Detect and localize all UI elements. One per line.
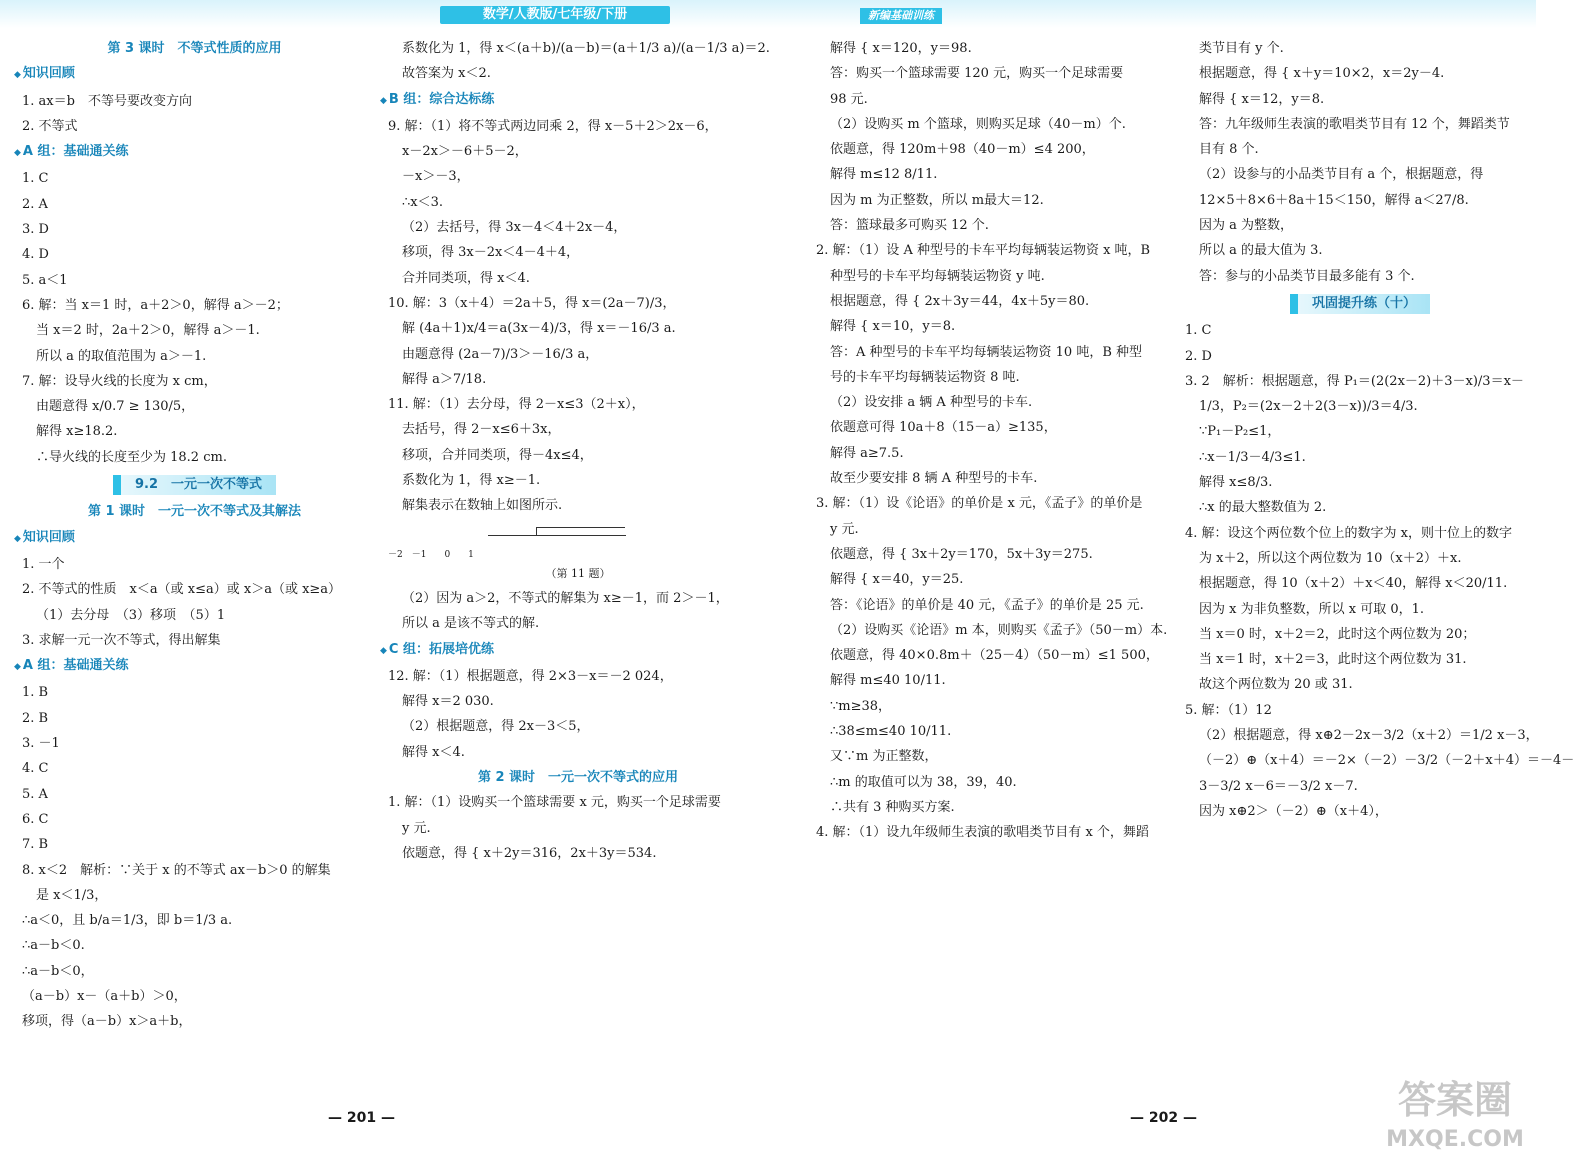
- answer-item: 1. ax＝b 不等号要改变方向: [22, 93, 192, 109]
- answer-line: x－2x＞－6＋5－2，: [402, 144, 528, 160]
- answer-line: 解得 x≥18.2.: [36, 424, 118, 440]
- answer-line: 根据题意，得 10（x＋2）＋x＜40，解得 x＜20/11.: [1199, 576, 1508, 592]
- answer-item: （a－b）x－（a＋b）＞0，: [22, 988, 187, 1004]
- answer-item: 3. 求解一元一次不等式，得出解集: [22, 632, 221, 648]
- answer-item: 1. C: [22, 171, 49, 187]
- answer-line: 解得 { x＝10，y＝8.: [830, 319, 956, 335]
- lesson-heading: 第 1 课时 一元一次不等式及其解法: [87, 504, 302, 520]
- answer-line: 去括号，得 2－x≤6＋3x，: [402, 422, 561, 438]
- answer-line: 当 x＝2 时，2a＋2＞0，解得 a＞－1.: [36, 323, 260, 339]
- chapter-banner: [1185, 289, 1535, 318]
- watermark-logo: [1380, 1080, 1530, 1160]
- answer-item: 2. 不等式的性质 x＜a（或 x≤a）或 x＞a（或 x≥a）: [22, 582, 342, 598]
- answer-item: 7. B: [22, 837, 49, 853]
- answer-line: 因为 x⊕2＞（－2）⊕（x＋4），: [1199, 803, 1388, 819]
- answer-line: 系数化为 1，得 x＜(a＋b)/(a－b)＝(a＋1/3 a)/(a－1/3 a)＝2.: [402, 41, 770, 56]
- answer-line: 解得 { x＝120，y＝98.: [830, 41, 972, 56]
- answer-item: 2. 不等式: [22, 118, 78, 134]
- answer-line: ∵m≥38，: [830, 698, 892, 714]
- answer-item: 8. x＜2 解析：∵关于 x 的不等式 ax－b＞0 的解集: [22, 862, 331, 878]
- answer-line: ∴导火线的长度至少为 18.2 cm.: [36, 449, 227, 465]
- answer-line: 号的卡车平均每辆装运物资 8 吨.: [830, 369, 1020, 385]
- answer-line: （1）去分母 （3）移项 （5）1: [36, 607, 226, 623]
- answer-line: ∴38≤m≤40 10/11.: [830, 724, 952, 740]
- answer-line: 因为 m 为正整数，所以 m最大＝12.: [830, 192, 1044, 208]
- answer-item: 1. 解：（1）设购买一个篮球需要 x 元，购买一个足球需要: [388, 795, 721, 811]
- answer-line: 解得 a≥7.5.: [830, 445, 904, 461]
- column-3: [816, 36, 1176, 846]
- answer-line: －x＞－3，: [402, 169, 470, 185]
- answer-line: 系数化为 1，得 x≥－1.: [402, 473, 541, 489]
- answer-line: （2）设安排 a 辆 A 种型号的卡车.: [830, 395, 1033, 411]
- answer-item: 4. C: [22, 761, 49, 777]
- answer-item: ∴a＜0，且 b/a＝1/3，即 b＝1/3 a.: [22, 913, 233, 929]
- number-line-diagram: [488, 525, 628, 549]
- answer-line: 解得 a＞7/18.: [402, 371, 487, 387]
- answer-line: 故至少要安排 8 辆 A 种型号的卡车.: [830, 471, 1038, 487]
- section-heading: ◆ 知识回顾: [14, 61, 367, 88]
- answer-item: 5. A: [22, 786, 48, 802]
- answer-line: 故这个两位数为 20 或 31.: [1199, 677, 1353, 693]
- answer-item: 4. 解：（1）设九年级师生表演的歌唱类节目有 x 个，舞蹈: [816, 825, 1149, 841]
- answer-line: （2）设参与的小品类节目有 a 个，根据题意，得: [1199, 167, 1484, 183]
- lesson-heading: 第 2 课时 一元一次不等式的应用: [477, 770, 679, 786]
- answer-item: 7. 解：设导火线的长度为 x cm，: [22, 373, 217, 389]
- answer-line: 合并同类项，得 x＜4.: [402, 270, 530, 286]
- answer-line: 种型号的卡车平均每辆装运物资 y 吨.: [830, 268, 1045, 284]
- section-heading: ◆ C 组：拓展培优练: [380, 637, 768, 664]
- answer-line: ∴x 的最大整数值为 2.: [1199, 500, 1327, 516]
- header-book-title: 数学/人教版/七年级/下册: [440, 6, 670, 24]
- page-header: [0, 0, 1536, 28]
- section-heading: ◆ A 组：基础通关练: [14, 139, 367, 166]
- answer-item: 2. 解：（1）设 A 种型号的卡车平均每辆装运物资 x 吨，B: [816, 243, 1151, 259]
- watermark-line-2: MXQE.COM: [1386, 1127, 1524, 1152]
- answer-line: 依题意可得 10a＋8（15－a）≥135，: [830, 420, 1057, 436]
- answer-item: 3. D: [22, 222, 49, 238]
- answer-item: 2. D: [1185, 348, 1212, 364]
- answer-line: 解得 m≤12 8/11.: [830, 167, 938, 183]
- answer-line: ∵P₁－P₂≤1，: [1199, 424, 1281, 440]
- answer-item: ∴a－b＜0.: [22, 938, 85, 954]
- answer-item: 2. A: [22, 196, 48, 212]
- answer-line: 是 x＜1/3，: [36, 887, 108, 903]
- number-line-labels: －2 －1 0 1: [388, 549, 474, 560]
- answer-line: 解得 x＝2 030.: [402, 694, 494, 710]
- answer-item: 11. 解：（1）去分母，得 2－x≤3（2＋x），: [388, 397, 645, 413]
- answer-item: 3. 2 解析：根据题意，得 P₁＝(2(2x－2)＋3－x)/3＝x－: [1185, 373, 1524, 389]
- answer-line: 解 (4a＋1)x/4＝a(3x－4)/3，得 x＝－16/3 a.: [402, 321, 676, 337]
- answer-line: ∴m 的取值可以为 38，39，40.: [830, 774, 1017, 790]
- answer-line: 答：九年级师生表演的歌唱类节目有 12 个，舞蹈类节: [1199, 116, 1510, 132]
- answer-line: 答：《论语》的单价是 40 元，《孟子》的单价是 25 元.: [830, 597, 1144, 613]
- answer-line: 因为 x 为非负整数，所以 x 可取 0，1.: [1199, 601, 1424, 617]
- answer-line: 答：A 种型号的卡车平均每辆装运物资 10 吨，B 种型: [830, 344, 1143, 360]
- answer-line: （2）设购买 m 个篮球，则购买足球（40－m）个.: [830, 116, 1126, 132]
- answer-item: 5. 解：（1）12: [1185, 702, 1272, 718]
- answer-line: 目有 8 个.: [1199, 142, 1259, 158]
- answer-line: 解得 { x＝40，y＝25.: [830, 572, 964, 588]
- answer-item: 1. C: [1185, 323, 1212, 339]
- header-series-name: 新编基础训练: [860, 8, 942, 24]
- answer-line: 所以 a 的取值范围为 a＞－1.: [36, 348, 207, 364]
- answer-item: 1. B: [22, 685, 49, 701]
- answer-line: 依题意，得 { x＋2y＝316，2x＋3y＝534.: [402, 845, 657, 861]
- answer-line: 解得 x≤8/3.: [1199, 475, 1273, 491]
- answer-line: 由题意得 (2a－7)/3＞－16/3 a，: [402, 346, 599, 362]
- answer-line: 答：购买一个篮球需要 120 元，购买一个足球需要: [830, 66, 1124, 82]
- answer-item: 3. －1: [22, 736, 60, 752]
- column-4: [1185, 36, 1574, 824]
- answer-line: 因为 a 为整数，: [1199, 218, 1294, 234]
- page-number-left: — 201 —: [328, 1110, 395, 1126]
- answer-line: 12×5＋8×6＋8a＋15＜150，解得 a＜27/8.: [1199, 192, 1469, 208]
- answer-line: 当 x＝1 时，x＋2＝3，此时这个两位数为 31.: [1199, 652, 1467, 668]
- answer-line: 又∵m 为正整数，: [830, 749, 938, 765]
- answer-item: 4. 解：设这个两位数个位上的数字为 x，则十位上的数字: [1185, 525, 1512, 541]
- section-heading: ◆ 知识回顾: [14, 525, 367, 552]
- answer-line: 3－3/2 x－6＝－3/2 x－7.: [1199, 778, 1358, 794]
- answer-item: 移项，得（a－b）x＞a＋b，: [22, 1014, 192, 1030]
- answer-line: ∴x＜3.: [402, 194, 444, 210]
- answer-line: 解得 x＜4.: [402, 744, 465, 760]
- page-number-right: — 202 —: [1130, 1110, 1197, 1126]
- answer-line: 所以 a 是该不等式的解.: [402, 616, 540, 632]
- answer-line: 答：篮球最多可购买 12 个.: [830, 218, 989, 234]
- answer-line: 所以 a 的最大值为 3.: [1199, 243, 1323, 259]
- answer-line: ∴x－1/3－4/3≤1.: [1199, 449, 1306, 465]
- chapter-banner-title: 9.2 一元一次不等式: [113, 475, 276, 495]
- column-1: [22, 36, 367, 1035]
- answer-item: 2. B: [22, 710, 49, 726]
- answer-line: 移项，得 3x－2x＜4－4＋4，: [402, 245, 580, 261]
- answer-line: （2）根据题意，得 2x－3＜5，: [402, 719, 590, 735]
- answer-line: 答：参与的小品类节目最多能有 3 个.: [1199, 268, 1415, 284]
- answer-line: 解得 m≤40 10/11.: [830, 673, 946, 689]
- answer-item: 3. 解：（1）设《论语》的单价是 x 元，《孟子》的单价是: [816, 496, 1143, 512]
- answer-line: 根据题意，得 { 2x＋3y＝44，4x＋5y＝80.: [830, 293, 1090, 309]
- chapter-banner: [22, 470, 367, 499]
- answer-item: 10. 解：3（x＋4）＝2a＋5，得 x＝(2a－7)/3，: [388, 295, 676, 311]
- answer-line: 1/3，P₂＝(2x－2＋2(3－x))/3＝4/3.: [1199, 399, 1418, 415]
- answer-line: 由题意得 x/0.7 ≥ 130/5，: [36, 399, 195, 415]
- answer-line: 解得 { x＝12，y＝8.: [1199, 91, 1325, 107]
- answer-line: 根据题意，得 { x＋y＝10×2，x＝2y－4.: [1199, 66, 1445, 82]
- answer-line: 依题意，得 120m＋98（40－m）≤4 200，: [830, 142, 1095, 158]
- answer-line: 为 x＋2，所以这个两位数为 10（x＋2）＋x.: [1199, 550, 1462, 566]
- answer-item: 12. 解：（1）根据题意，得 2×3－x＝－2 024，: [388, 668, 673, 684]
- answer-item: 5. a＜1: [22, 272, 68, 288]
- answer-line: （2）设购买《论语》m 本，则购买《孟子》（50－m）本.: [830, 622, 1168, 638]
- answer-line: 类节目有 y 个.: [1199, 41, 1284, 56]
- answer-line: 依题意，得 { 3x＋2y＝170，5x＋3y＝275.: [830, 546, 1093, 562]
- watermark-line-1: 答案圈: [1397, 1078, 1512, 1122]
- lesson-heading: 第 3 课时 不等式性质的应用: [107, 41, 282, 56]
- number-line-solution-ray: [536, 527, 625, 536]
- answer-line: （2）因为 a＞2，不等式的解集为 x≥－1，而 2＞－1，: [402, 590, 729, 606]
- answer-item: ∴a－b＜0，: [22, 963, 94, 979]
- answer-line: （－2）⊕（x＋4）＝－2×（－2）－3/2（－2＋x＋4）＝－4－: [1199, 753, 1574, 769]
- answer-line: ∴共有 3 种购买方案.: [830, 799, 955, 815]
- figure-caption: （第 11 题）: [545, 566, 611, 580]
- section-heading: ◆ B 组：综合达标练: [380, 87, 768, 114]
- answer-line: 依题意，得 40×0.8m＋（25－4）（50－m）≤1 500，: [830, 648, 1159, 664]
- answer-line: y 元.: [830, 521, 859, 537]
- column-2: [388, 36, 768, 866]
- chapter-banner-title: 巩固提升练（十）: [1290, 294, 1430, 314]
- answer-line: 解集表示在数轴上如图所示.: [402, 498, 563, 514]
- answer-item: 1. 一个: [22, 556, 65, 572]
- answer-line: 当 x＝0 时，x＋2＝2，此时这个两位数为 20；: [1199, 626, 1476, 642]
- answer-line: （2）去括号，得 3x－4＜4＋2x－4，: [402, 220, 627, 236]
- answer-line: （2）根据题意，得 x⊕2－2x－3/2（x＋2）＝1/2 x－3，: [1199, 728, 1539, 744]
- section-heading: ◆ A 组：基础通关练: [14, 653, 367, 680]
- answer-item: 4. D: [22, 247, 49, 263]
- answer-item: 6. C: [22, 811, 49, 827]
- answer-line: 98 元.: [830, 91, 868, 107]
- answer-line: 故答案为 x＜2.: [402, 66, 491, 82]
- answer-line: y 元.: [402, 820, 431, 836]
- answer-line: 移项，合并同类项，得－4x≤4，: [402, 447, 593, 463]
- answer-item: 9. 解：（1）将不等式两边同乘 2，得 x－5＋2＞2x－6，: [388, 118, 718, 134]
- answer-item: 6. 解：当 x＝1 时，a＋2＞0，解得 a＞－2；: [22, 297, 289, 313]
